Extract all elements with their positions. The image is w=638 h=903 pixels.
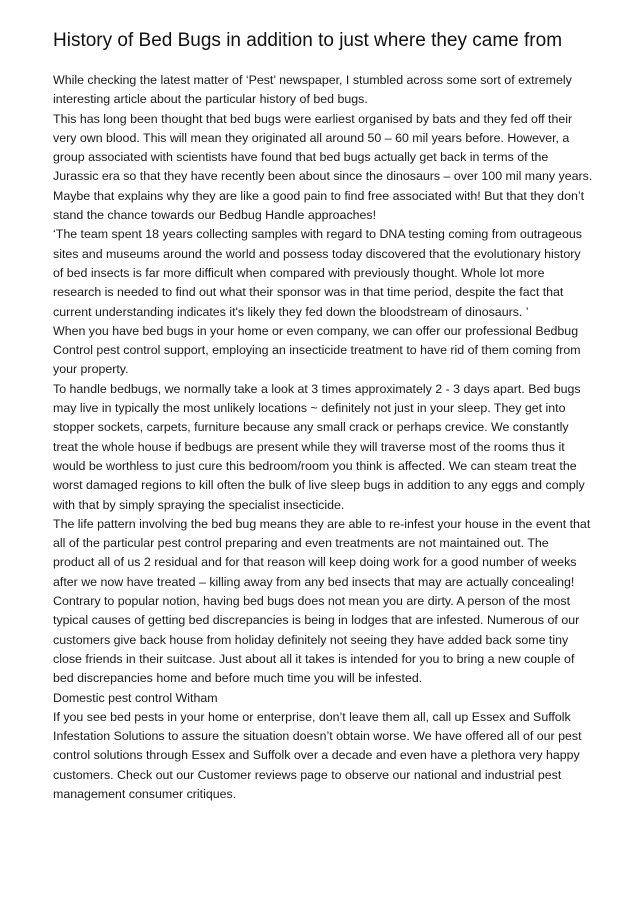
paragraph-life-pattern: The life pattern involving the bed bug means they are able to re-infest your house in the event that all of the particular pest control preparing and even treatments are not maintained out. The product all of us 2 residual and for that reason will keep doing work for a good number of weeks after we now have treated – killing away from any bed insects that may are actually concealing! (53, 516, 591, 589)
paragraph-bats-origin: This has long been thought that bed bugs were earliest organised by bats and they fed off their very own blood. This will mean they originated all around 50 – 60 mil years before. However, a group associated with scientists have found that bed bugs actually get back in terms of the Jurassic era so that they have recently been about since the dinosaurs – over 100 mil many years. Maybe that explains why they are like a good pain to find free associated with! But that they don’t stand the chance towards our Bedbug Handle approaches! (53, 111, 593, 223)
document-title: History of Bed Bugs in addition to just where they came from (53, 30, 563, 51)
paragraph-subheading-witham: Domestic pest control Witham (53, 690, 218, 705)
paragraph-contact-call: If you see bed pests in your home or enterprise, don’t leave them all, call up Essex and Suffolk Infestation Solutions to assure the situation doesn’t obtain worse. We have offered all of our pest control solutions through Essex and Suffolk over a decade and even have a plethora very happy customers. Check out our Customer reviews page to observe our national and industrial pest management consumer critiques. (53, 709, 582, 801)
paragraph-treatment-method: To handle bedbugs, we normally take a look at 3 times approximately 2 - 3 days apart. Bed bugs may live in typically the most unlikely locations ~ definitely not just in your sleep. They get into stopper sockets, carpets, furniture because any small crack or perhaps crevice. We constantly treat the whole house if bedbugs are present while they will traverse most of the rooms thus it would be worthless to just cure this bedroom/room you think is affected. We can steam treat the worst damaged regions to kill often the bulk of live sleep bugs in addition to any eggs and comply with that by simply spraying the specialist insecticide. (53, 381, 585, 512)
document-body (53, 71, 593, 804)
paragraph-popular-notion: Contrary to popular notion, having bed bugs does not mean you are dirty. A person of the most typical causes of getting bed discrepancies is being in lodges that are infested. Numerous of our customers give back house from holiday definitely not seeing they have added back some tiny close friends in their suitcase. Just about all it takes is intended for you to bring a new couple of bed discrepancies home and before much time you will be infested. (53, 594, 580, 686)
paragraph-dna-study-quote: ‘The team spent 18 years collecting samples with regard to DNA testing coming from outrageous sites and museums around the world and possess today discovered that the evolutionary history of bed insects is far more difficult when compared with previously thought. Whole lot more research is needed to find out what their sponsor was in that time period, despite the fact that current understanding indicates it's likely they fed down the bloodstream of dinosaurs. ’ (53, 227, 582, 319)
paragraph-intro: While checking the latest matter of ‘Pest’ newspaper, I stumbled across some sort of extremely interesting article about the particular history of bed bugs. (53, 73, 572, 107)
paragraph-control-service: When you have bed bugs in your home or even company, we can offer our professional Bedbug Control pest control support, employing an insecticide treatment to have rid of them coming from your property. (53, 323, 581, 377)
